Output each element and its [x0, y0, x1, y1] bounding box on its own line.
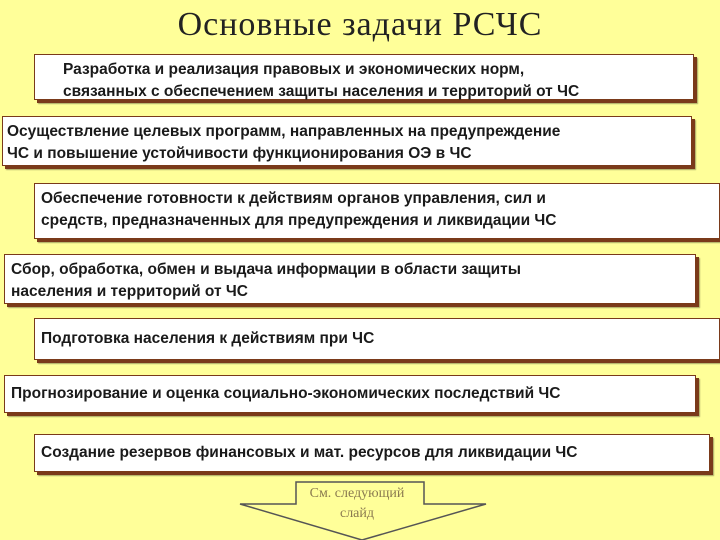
task-box-legal-norms	[34, 54, 694, 100]
task-box-reserves	[34, 434, 710, 472]
task-line: населения и территорий от ЧС	[11, 283, 248, 300]
task-line: Создание резервов финансовых и мат. ресурсов для ликвидации ЧС	[41, 444, 578, 461]
task-line: ЧС и повышение устойчивости функционирования ОЭ в ЧС	[7, 145, 472, 162]
task-line: Осуществление целевых программ, направленных на предупреждение	[7, 123, 561, 140]
task-box-target-programs	[2, 116, 692, 166]
task-line: Прогнозирование и оценка социально-экономических последствий ЧС	[11, 385, 561, 402]
next-slide-label[interactable]	[292, 484, 422, 524]
next-slide-line-2: слайд	[339, 506, 375, 521]
task-line: Подготовка населения к действиям при ЧС	[41, 330, 375, 347]
task-line: Сбор, обработка, обмен и выдача информации в области защиты	[11, 261, 521, 278]
task-box-information	[4, 254, 696, 304]
slide-title: Основные задачи РСЧС	[177, 6, 543, 43]
task-box-forecasting	[4, 375, 696, 413]
task-line: средств, предназначенных для предупреждения и ликвидации ЧС	[41, 212, 557, 229]
next-slide-line-1: См. следующий	[309, 486, 405, 501]
task-box-population-training	[34, 318, 720, 360]
task-line: связанных с обеспечением защиты населения и территорий от ЧС	[63, 83, 580, 100]
task-line: Разработка и реализация правовых и экономических норм,	[63, 61, 525, 78]
task-line: Обеспечение готовности к действиям органов управления, сил и	[41, 190, 546, 207]
task-box-readiness	[34, 183, 720, 239]
